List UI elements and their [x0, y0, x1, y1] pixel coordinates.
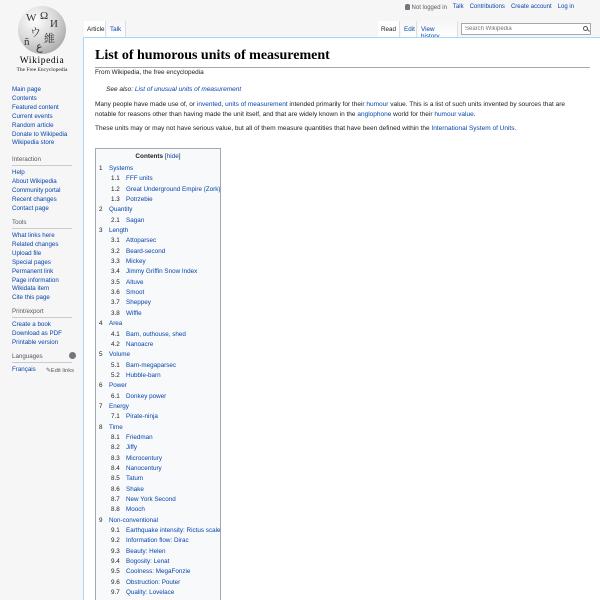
toc-number: 3.7 [111, 299, 120, 307]
sidebar-item-donate-to-wikipedia[interactable] [12, 131, 74, 140]
toc-number: 8 [99, 423, 103, 431]
sidebar-item-wikidata-item[interactable] [12, 285, 74, 294]
toc-number: 3.3 [111, 258, 120, 266]
main-content [83, 37, 600, 600]
toc-link[interactable]: Microcentury [126, 454, 163, 462]
toc-link[interactable]: Coolness: MegaFonzie [126, 568, 191, 576]
sidebar-link[interactable]: What links here [12, 232, 55, 239]
toc-number: 3.1 [111, 237, 120, 245]
sidebar-link[interactable]: About Wikipedia [12, 177, 57, 185]
sidebar-item-help[interactable] [12, 169, 74, 178]
toc-link[interactable]: Obstruction: Pouter [126, 578, 181, 586]
sidebar-link[interactable]: Download as PDF [12, 329, 62, 337]
units-of-measurement-link[interactable]: units of measurement [225, 101, 288, 108]
languages-portal [12, 353, 74, 375]
toc-item[interactable] [99, 226, 219, 236]
toc-number: 3.2 [111, 247, 120, 255]
text: These units may or may not have serious value, but all of them measure quantities that have been defined within the [95, 125, 432, 132]
contributions-link[interactable]: Contributions [469, 4, 505, 10]
gear-icon[interactable] [69, 352, 76, 359]
text: Many people have made use of, or [95, 101, 197, 108]
toc-item[interactable] [99, 567, 219, 577]
print-portal [12, 308, 74, 348]
toc-item[interactable] [99, 402, 219, 412]
toc-number: 8.8 [111, 506, 120, 514]
toc-item[interactable] [99, 371, 219, 381]
log-in-link[interactable]: Log in [557, 4, 574, 10]
languages-heading: Languages [12, 353, 72, 363]
toc-item[interactable] [99, 330, 219, 340]
toc-link[interactable]: Time [109, 423, 123, 431]
toc-link[interactable]: Mickey [126, 258, 146, 266]
wikipedia-logo[interactable] [10, 6, 74, 74]
toc-number: 8.5 [111, 475, 120, 483]
toc-number: 8.1 [111, 433, 120, 441]
site-tagline: From Wikipedia, the free encyclopedia [95, 69, 204, 76]
toc-number: 9.4 [111, 558, 120, 566]
toc-number: 8.4 [111, 464, 120, 472]
toc-number: 3.4 [111, 268, 120, 276]
sidebar-link[interactable]: Help [12, 169, 25, 176]
toc-number: 6 [99, 382, 103, 390]
toc-item[interactable] [99, 495, 219, 505]
tools-portal [12, 219, 74, 303]
print-list [12, 321, 74, 348]
search-button[interactable] [582, 24, 590, 34]
toc-link[interactable]: Systems [109, 165, 134, 172]
toc-link[interactable]: Length [109, 227, 129, 235]
toc-item[interactable] [99, 319, 219, 329]
toc-item[interactable] [99, 205, 219, 215]
toc-number: 5.2 [111, 371, 120, 379]
not-logged-in-label: Not logged in [411, 5, 447, 11]
sidebar-link[interactable]: Permanent link [12, 267, 54, 275]
tab-view-history[interactable]: View [418, 21, 458, 38]
toc-item[interactable] [99, 164, 219, 174]
toc-item[interactable] [99, 381, 219, 391]
toc-link[interactable]: Non-conventional [109, 516, 159, 524]
interaction-list [12, 169, 74, 214]
toc-link[interactable]: Tatum [126, 475, 144, 483]
invented-link[interactable]: invented [196, 101, 222, 108]
sidebar-link[interactable]: Upload file [12, 249, 42, 257]
humour-link[interactable]: humour [366, 101, 389, 108]
toc-item[interactable] [99, 392, 219, 402]
globe-icon: W Ω И ウ 維 ñ ع [18, 6, 66, 54]
toc-item[interactable] [99, 588, 219, 598]
toc-number: 2 [99, 206, 103, 214]
sidebar-link[interactable]: Cite this page [12, 294, 50, 302]
toc-link[interactable]: Barn, outhouse, shed [126, 330, 186, 338]
toc-number: 1.1 [111, 175, 120, 183]
second-paragraph [95, 124, 585, 134]
toc-number: 9.3 [111, 547, 120, 555]
tools-heading: Tools [12, 219, 72, 229]
toc-link[interactable]: Mooch [126, 506, 145, 514]
tab-read[interactable]: Read [378, 21, 400, 38]
sidebar-item-recent-changes[interactable] [12, 196, 74, 205]
toc-number: 1.2 [111, 185, 120, 193]
see-also-hatnote [106, 86, 241, 93]
toc-item[interactable] [99, 350, 219, 360]
toc-item[interactable] [99, 423, 219, 433]
toc-link[interactable]: Nanoacre [126, 340, 154, 348]
sidebar-item-contents[interactable] [12, 95, 74, 104]
toc-number: 7.1 [111, 413, 120, 421]
sidebar-link[interactable]: Special pages [12, 258, 51, 266]
sidebar-link[interactable]: Create a book [12, 321, 51, 328]
create-account-link[interactable]: Create account [510, 4, 552, 10]
toc-number: 8.3 [111, 454, 120, 462]
pencil-icon: ✎ [45, 368, 51, 374]
toc-item[interactable] [99, 578, 219, 588]
toc-link[interactable]: Area [109, 320, 123, 328]
toc-link[interactable]: Beauty: Helen [126, 547, 166, 555]
edit-links-label: Edit links [50, 368, 74, 374]
toc-number: 6.1 [111, 392, 120, 400]
sidebar-item-related-changes[interactable] [12, 241, 74, 250]
toc-link[interactable]: Altuve [126, 278, 144, 286]
toc-link[interactable]: Beard-second [126, 247, 166, 255]
humour-value-link[interactable]: humour value [434, 111, 474, 119]
toc-item[interactable] [99, 298, 219, 308]
toc-number: 5 [99, 351, 103, 359]
toc-link[interactable]: Jimmy Griffin Snow Index [126, 268, 198, 276]
toc-number: 9.5 [111, 568, 120, 576]
toc-item[interactable] [99, 536, 219, 546]
sidebar-link[interactable]: Related changes [12, 240, 59, 248]
toc-link[interactable]: FFF units [126, 175, 153, 183]
toc-item[interactable] [99, 216, 219, 226]
toc-link[interactable]: Earthquake intensity: Rictus scale [126, 527, 221, 535]
toc-link[interactable]: Jiffy [126, 444, 138, 452]
table-of-contents [95, 148, 221, 600]
edit-links[interactable] [46, 368, 74, 374]
toc-link[interactable]: New York Second [126, 496, 176, 503]
toc-item[interactable] [99, 288, 219, 298]
user-icon [405, 4, 410, 10]
toc-number: 1.3 [111, 196, 120, 204]
toc-link[interactable]: Sagan [126, 216, 145, 224]
toc-number: 8.7 [111, 496, 120, 503]
sidebar-item-main-page[interactable] [12, 86, 74, 95]
toc-link[interactable]: Pirate-ninja [126, 413, 158, 421]
sidebar-link[interactable]: Main page [12, 86, 41, 93]
text: world for their [391, 111, 435, 119]
user-talk-link[interactable]: Talk [452, 4, 464, 10]
toc-item[interactable] [99, 505, 219, 515]
sidebar-item-printable-version[interactable] [12, 339, 74, 348]
toc-link[interactable]: Shake [126, 485, 144, 493]
toc-item[interactable] [99, 195, 219, 205]
intro-paragraph [95, 100, 585, 120]
sidebar-link[interactable]: Featured content [12, 103, 59, 111]
toc-link[interactable]: Quality: Lovelace [126, 589, 175, 597]
toc-number: 3.6 [111, 289, 120, 297]
sidebar-item-download-as-pdf[interactable] [12, 330, 74, 339]
toc-link[interactable]: Hubble-barn [126, 371, 161, 379]
toc-item[interactable] [99, 454, 219, 464]
toc-item[interactable] [99, 516, 219, 526]
toc-item[interactable] [99, 247, 219, 257]
toc-number: 3 [99, 227, 103, 235]
sidebar-item-cite-this-page[interactable] [12, 294, 74, 303]
toc-number: 2.1 [111, 216, 120, 224]
toc-link[interactable]: Barn-megaparsec [126, 361, 177, 369]
toc-item[interactable] [99, 547, 219, 557]
toc-item[interactable] [99, 485, 219, 495]
sidebar-link[interactable]: Current events [12, 112, 53, 120]
toc-number: 8.6 [111, 485, 120, 493]
toc-number: 1 [99, 165, 103, 172]
toc-link[interactable]: Great Underground Empire (Zork) [126, 185, 221, 193]
toc-title: Contents [hide] [135, 153, 181, 160]
toc-link[interactable]: Power [109, 382, 127, 390]
sidebar-item-page-information[interactable] [12, 277, 74, 286]
sidebar-item-community-portal[interactable] [12, 187, 74, 196]
text: value. This is a list of such units invented by sources that are notable for reasons other than having made the unit itself, and that are widely known in the [95, 101, 565, 119]
sidebar-link[interactable]: Wikidata item [12, 285, 50, 293]
toc-title-label: Contents [135, 153, 164, 160]
toc-link[interactable]: Information flow: Dirac [126, 537, 189, 545]
toc-item[interactable] [99, 309, 219, 319]
interaction-portal [12, 156, 74, 214]
toc-item[interactable] [99, 474, 219, 484]
sidebar-link[interactable]: Contact page [12, 204, 49, 212]
sidebar-link[interactable]: Wikipedia store [12, 139, 55, 147]
toc-hide-toggle[interactable]: hide [166, 153, 179, 160]
toc-link[interactable]: Quantity [109, 206, 133, 214]
toc-item[interactable] [99, 257, 219, 267]
logo-wordmark: Wikipedia [19, 56, 65, 66]
sidebar-link[interactable]: Page information [12, 276, 59, 284]
toc-link[interactable]: Smoot [126, 289, 145, 297]
sidebar-link[interactable]: Random article [12, 121, 54, 129]
toc-item[interactable] [99, 361, 219, 371]
toc-list [99, 164, 219, 598]
sidebar-item-contact-page[interactable] [12, 205, 74, 214]
page-title: List of humorous units of measurement [95, 48, 590, 68]
sidebar-link[interactable]: Contents [12, 94, 37, 102]
toc-link[interactable]: Volume [109, 351, 131, 359]
sidebar-item-permanent-link[interactable] [12, 268, 74, 277]
logo-tagline: The Free Encyclopedia [16, 67, 68, 73]
toc-number: 9.6 [111, 578, 120, 586]
interaction-heading: Interaction [12, 156, 72, 166]
sidebar [0, 0, 82, 600]
toc-item[interactable] [99, 340, 219, 350]
navigation-list [12, 86, 74, 148]
toc-item[interactable] [99, 557, 219, 567]
international-system-of-units-link[interactable]: International System of Units [431, 125, 515, 132]
tools-list [12, 232, 74, 303]
toc-link[interactable]: Attoparsec [126, 237, 157, 245]
not-logged-in [405, 4, 447, 11]
tab-talk[interactable]: Talk [107, 21, 126, 38]
toc-number: 9.2 [111, 537, 120, 545]
toc-number: 9 [99, 516, 103, 524]
sidebar-item-special-pages[interactable] [12, 259, 74, 268]
toc-link[interactable]: Donkey power [126, 392, 167, 400]
sidebar-link[interactable]: Français [12, 366, 36, 373]
toc-number: 4.2 [111, 340, 120, 348]
toc-item[interactable] [99, 526, 219, 536]
sidebar-item-create-a-book[interactable] [12, 321, 74, 330]
toc-link[interactable]: Nanocentury [126, 464, 162, 472]
sidebar-item-random-article[interactable] [12, 122, 74, 131]
tab-article[interactable]: Article [84, 21, 106, 38]
sidebar-link[interactable]: Recent changes [12, 195, 57, 203]
toc-number: 4.1 [111, 330, 120, 338]
navigation-portal [12, 86, 74, 148]
toc-number: 9.7 [111, 589, 120, 597]
text: , [221, 101, 226, 108]
print-heading: Print/export [12, 308, 72, 318]
sidebar-item-what-links-here[interactable] [12, 232, 74, 241]
toc-number: 3.5 [111, 278, 120, 286]
toc-number: 9.1 [111, 527, 120, 535]
toc-item[interactable] [99, 433, 219, 443]
tab-edit[interactable]: Edit [401, 21, 417, 38]
toc-number: 4 [99, 320, 103, 328]
toc-link[interactable]: Sheppey [126, 299, 151, 307]
sidebar-item-about-wikipedia[interactable] [12, 178, 74, 187]
toc-number: 3.8 [111, 309, 120, 317]
toc-item[interactable] [99, 236, 219, 246]
sidebar-item-upload-file[interactable] [12, 250, 74, 259]
toc-item[interactable] [99, 278, 219, 288]
see-also-prefix: See also: [106, 86, 135, 93]
sidebar-item-featured-content[interactable] [12, 104, 74, 113]
sidebar-item-wikipedia-store[interactable] [12, 139, 74, 148]
sidebar-item-current-events[interactable] [12, 113, 74, 122]
toc-item[interactable] [99, 174, 219, 184]
toc-link[interactable]: Bogosity: Lenat [126, 558, 170, 566]
toc-link[interactable]: Potrzebie [126, 196, 153, 204]
toc-link[interactable]: Friedman [126, 433, 153, 441]
toc-link[interactable]: Wiffle [126, 309, 142, 317]
toc-item[interactable] [99, 443, 219, 453]
text: intended primarily for their [287, 101, 367, 108]
sidebar-link[interactable]: Donate to Wikipedia [12, 130, 68, 138]
sidebar-link[interactable]: Community portal [12, 186, 61, 194]
toc-number: 8.2 [111, 444, 120, 452]
sidebar-link[interactable]: Printable version [12, 338, 59, 346]
toc-item[interactable] [99, 267, 219, 277]
anglophone-link[interactable]: anglophone [357, 111, 392, 119]
text: . [473, 111, 476, 119]
toc-item[interactable] [99, 185, 219, 195]
toc-number: 7 [99, 402, 103, 410]
search-input[interactable] [461, 23, 591, 35]
toc-link[interactable]: Energy [109, 402, 129, 410]
see-also-link[interactable]: List of unusual units of measurement [134, 86, 242, 93]
toc-number: 5.1 [111, 361, 120, 369]
toc-item[interactable] [99, 412, 219, 422]
text: . [514, 125, 517, 132]
toc-item[interactable] [99, 464, 219, 474]
